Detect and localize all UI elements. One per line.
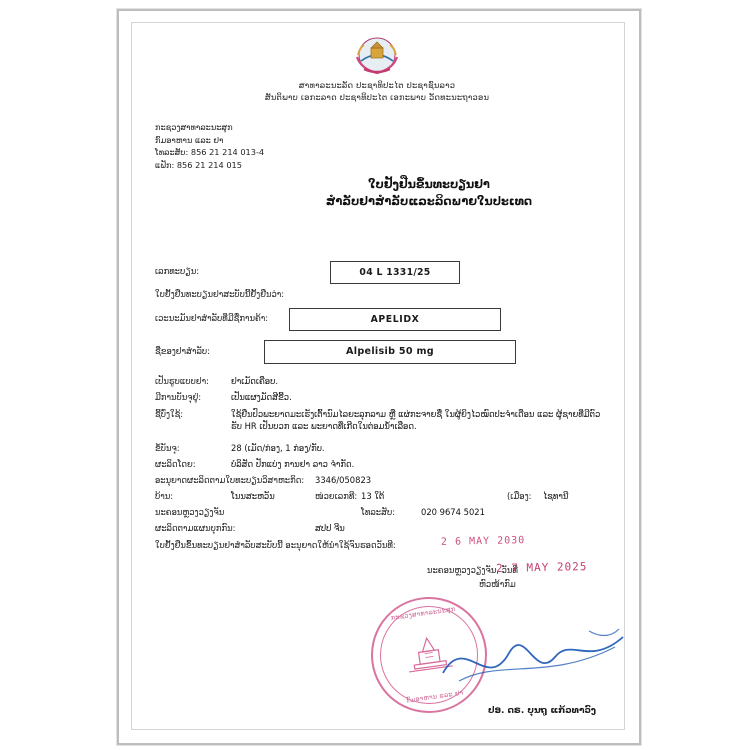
dosage-form-value: ຢາເມັດເຄືອບ. xyxy=(231,376,278,386)
package-type-label-row xyxy=(155,391,201,403)
department-name: ກົມອາຫານ ແລະ ຢາ xyxy=(155,134,224,145)
ministry-block xyxy=(155,121,385,172)
representative-value: ສປປ ຈີນ xyxy=(315,523,345,533)
producer-value: ບໍລິສັດ ປັກແບ່ງ ການຢາ ລາວ ຈຳກັດ. xyxy=(231,459,355,469)
package-type-value: ເປັນແຜງມັດສີຂີ້ວ. xyxy=(231,392,292,402)
registration-number-box: 04 L 1331/25 xyxy=(330,261,460,284)
producer-label: ຜະລິດໂດຍ: xyxy=(155,459,196,469)
indication-label: ຊີ້ບົ່ງໃຊ້: xyxy=(155,409,184,419)
indication-value-row xyxy=(231,408,601,432)
header-line-1: ສາທາລະນະລັດ ປະຊາທິປະໄຕ ປະຊາຊົນລາວ xyxy=(298,80,456,90)
telephone-label-row xyxy=(361,506,395,518)
certify-statement-row xyxy=(155,288,284,300)
package-type-value-row xyxy=(231,391,292,403)
seal-top-text: ກະຊວງສາທາລະນະສຸກ xyxy=(390,604,456,622)
official-seal xyxy=(363,589,494,720)
representative-label: ຜະລິດຕາມແຜນບຸກກົນ: xyxy=(155,523,236,533)
telephone-value-row xyxy=(421,506,485,518)
district-value: ໄຊທານີ xyxy=(543,491,569,501)
house-number-label: ໜ່ວຍເລກທີ: xyxy=(315,491,358,501)
validity-text: ໃບຢັ້ງຢືນຂຶ້ນທະບຽນຢາສຳລັບສະບັບນີ້ ອະນຸຍາດໃຫ້ນຳໃຊ້ຈົນຮອດວັນທີ: xyxy=(155,540,396,550)
ministry-name: ກະຊວງສາທາລະນະສຸກ xyxy=(155,122,233,132)
house-number-value: 13 ໃຕ້ xyxy=(361,491,385,501)
registration-number-row xyxy=(155,265,199,277)
village-label-row xyxy=(155,490,173,502)
signatory-name: ປອ. ດຣ. ບຸນຖູ ແກ້ວທາວົງ xyxy=(487,706,597,716)
district-label-row xyxy=(507,490,531,502)
district-label: (ເມືອງ: xyxy=(507,491,532,501)
district-value-row xyxy=(543,490,568,502)
dosage-form-label-row xyxy=(155,375,209,387)
signature-title: ຫົວໜ້າກົມ xyxy=(479,579,516,589)
packing-value-row xyxy=(231,442,325,454)
representative-label-row xyxy=(155,522,235,534)
packing-label: ຂໍ້ບັນຈຸ: xyxy=(155,443,180,453)
ingredient-box: Alpelisib 50 mg xyxy=(264,340,516,364)
packing-label-row xyxy=(155,442,180,454)
dosage-form-label: ເປັນຮູບແບບຢາ: xyxy=(155,376,209,386)
village-value-row xyxy=(231,490,275,502)
village-label: ບ້ານ: xyxy=(155,491,174,501)
license-value-row xyxy=(315,474,371,486)
product-name-label-row xyxy=(155,312,268,324)
package-type-label: ມີການບັນຈຸຢູ່: xyxy=(155,392,202,402)
title-line-2: ສຳລັບຢາສຳລັບແລະລິດພາຍໃນປະເທດ xyxy=(325,194,533,209)
packing-value: 28 (ເມັດ/ກ່ອງ, 1 ກ່ອງ/ກັບ. xyxy=(231,443,325,453)
national-header xyxy=(139,79,615,103)
header-line-2: ສັນຕິພາບ ເອກະລາດ ປະຊາທິປະໄຕ ເອກະພາບ ວັດທະນະຖາວອນ xyxy=(264,92,490,103)
product-name-label: ເວະນະມັນຢາສຳລັບທີ່ມີຊື່ການຄ້າ: xyxy=(155,313,269,323)
seal-bottom-text: ກົມອາຫານ ແລະ ຢາ xyxy=(405,688,464,705)
telephone-value: 020 9674 5021 xyxy=(421,507,485,517)
page-title xyxy=(259,176,599,210)
province-label-row xyxy=(155,506,224,518)
place-date-text: ນະຄອນຫຼວງວຽງຈັນ, ວັນທີ xyxy=(427,565,518,575)
province-label: ນະຄອນຫຼວງວຽງຈັນ xyxy=(155,507,225,517)
representative-value-row xyxy=(315,522,345,534)
house-number-value-row xyxy=(361,490,384,502)
village-value: ໂນນສະຫວັນ xyxy=(231,491,275,501)
validity-row xyxy=(155,539,396,551)
product-name-box: APELIDX xyxy=(289,308,501,331)
license-label: ອະນຸຍາດຜະລິດຕາມໃບທະບຽນວິສາຫະກິດ: xyxy=(155,475,305,485)
signature-title-row xyxy=(479,578,516,590)
validity-date-stamp: 2 6 MAY 2030 xyxy=(440,535,526,548)
certify-statement: ໃບຢັ້ງຢືນທະບຽນຢາສະບັບນີ້ຢັ້ງຢືນວ່າ: xyxy=(155,289,285,299)
ministry-phone: ໂທລະສັບ: 856 21 214 013-4 xyxy=(155,147,265,158)
license-value: 3346/050823 xyxy=(315,475,372,485)
producer-label-row xyxy=(155,458,196,470)
telephone-label: ໂທລະສັບ: xyxy=(361,507,396,517)
title-line-1: ໃບຢັ້ງຢືນຂຶ້ນທະບຽນຢາ xyxy=(368,177,490,191)
indication-value: ໃຊ້ຢືນປົວພະຍາດມະເຮັງເຕົ້ານົມໄລຍະລຸກລາມ ຫຼື ແຜ່ກະຈາຍຊື່ ໃນຜູ້ຍິງໄວໝົດປະຈໍາເດືອນ ແລະ ຜູ້ຊາຍທີ່ມີຕົວຮັບ HR ເປັນບວກ ແລະ ພະຍາດທີ່ເກີດໃນຕ່ອມນ້ຳເລືອດ. xyxy=(231,409,601,432)
producer-value-row xyxy=(231,458,354,470)
indication-label-row xyxy=(155,408,183,420)
seal-monument-icon xyxy=(400,632,457,679)
lao-national-emblem-icon xyxy=(351,35,403,77)
issue-date-stamp: 2 7 MAY 2025 xyxy=(495,560,588,575)
registration-number-label: ເລກທະບຽນ: xyxy=(155,266,200,276)
ministry-fax: ແຟັກ: 856 21 214 015 xyxy=(155,160,242,171)
house-number-label-row xyxy=(315,490,357,502)
certificate-document xyxy=(139,29,615,721)
ingredient-label: ຊື່ຂອງຢາສຳລັບ: xyxy=(155,346,210,356)
license-label-row xyxy=(155,474,304,486)
dosage-form-value-row xyxy=(231,375,278,387)
ingredient-label-row xyxy=(155,345,210,357)
